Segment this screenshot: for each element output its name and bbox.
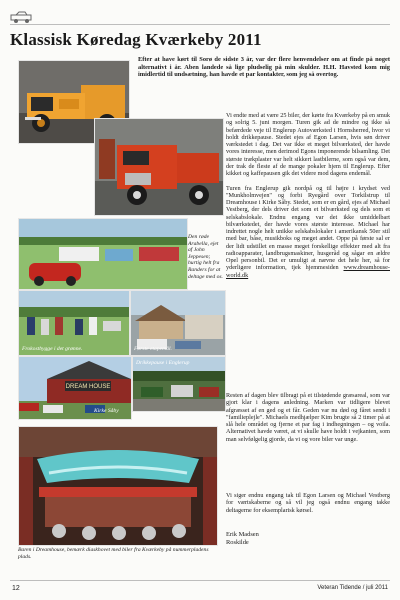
article-column-2: Resten af dagen blev tilbragt på et tilstødende græsareal, som var gjort klar i dagens anledning. Marken var tidligere blevet afgræsset af en ged og et får. Geden var nu død og fåret sendt i "familieplejle". Michaels medhjælper Kim brugte så 2 timer på at slå hele området og fjerne et par fag i indhegningen – og voila. Alternativet havde været, at vi skulle have holdt i vejkanten, som man selvfølgelig gjorde, da vi og vore biler var unge. <box>226 392 390 443</box>
lawn-cars-image <box>19 219 187 289</box>
vintage-car-logo-icon <box>10 10 34 24</box>
publication-name: Veteran Tidende / juli 2011 <box>317 585 388 591</box>
article-title: Klassisk Køredag Kværkeby 2011 <box>10 30 262 49</box>
article-intro: Efter at have kørt til Sorø de sidste 3 år, var der flere henvendelser om at finde på noget alternativt i år. Aben landede så lige pludselig på min skulder. H.H. Havsted kom mig imidlertid til undsætning, han havde et par kontakter, som jeg så overtog. <box>138 56 390 79</box>
caption-frokost: Frokostbygge i det grønne. <box>22 346 83 352</box>
author-place: Roskilde <box>226 539 249 546</box>
dreamhouse-sign: DREAM HOUSE <box>65 384 111 390</box>
caption-kirke-saby: Kirke Såby <box>94 408 119 414</box>
header-rule <box>10 24 390 25</box>
article-column-1 <box>226 112 390 340</box>
photo-red-arabella <box>18 218 188 290</box>
photo-red-truck <box>94 118 224 216</box>
dreamhouse-link[interactable]: www.dreamhouse-world.dk <box>226 264 390 279</box>
article-column-1-text: Vi endte med at være 25 biler, der kørte fra Kværkeby på en smuk og solrig 5. juni morgen. Turen gik ad de mindre og ikke så befærdede veje til Englerup Autoværksted i Hornsherred, hvor vi holdt drikkepause. Stedet ejes af Egon Larsen, hvis søn driver værkstedet i dag. Det var ikke et meget bilværksted, der havde vores interesse, men derimod Egons imponerende bilsamling. Det største trækplaster var helt sikkert lastbilerne, som også var dem, der trak de fleste af de mange pokaler hjem til Englerup. Efter kikket og kaffepausen gik det videre mod dagens endemål. Turen fra Englerup gik nordpå og til højre i krydset ved "Munkholmvejen" og forbi Ryegård over Torkilstrup til Dreamhouse i Kirke Såby. Stedet, som er en gård, ejes af Michael Vestberg, der dels driver det som et bilværksted og dels som et selskabslokale. Endnu engang var det ikke umiddelbart bilværkstedet, der havde vores største interesse. Michael har indrettet nogle helt unikke selskabslokaler i amerikansk 50er stil med bar, båse, musikboks og meget andet. Oppe på første sal er der lidt udstillet en masse meget forskellige effekter med alt fra radioapparater, landbrugsmaskiner, husgeråd og sågar en ældre Opel personbil. Det er umuligt at nævne det hele her, så for yderligere information, tjek hjemmesiden <box>226 112 390 272</box>
article-column-3: Vi siger endnu engang tak til Egon Larsen og Michael Vestberg for værtskaberne og så vil jeg også endnu engang takke deltagerne for eksemplarisk kørsel. <box>226 492 390 514</box>
caption-arabella: Den røde Arabella, ejet af John Jeppesen; hurtig helt fra Randers for at deltage med os. <box>188 234 223 280</box>
red-truck-image <box>95 119 223 215</box>
bar-interior-image <box>19 427 217 545</box>
caption-drikkepause: Drikkepause i Englerup <box>136 360 190 366</box>
author-name: Erik Madsen <box>226 531 259 538</box>
caption-baren: Baren i Dreamhouse, bemærk diaskhovet med biler fra Kværkeby på nummerpladens plads. <box>18 547 209 560</box>
footer-rule <box>10 580 390 581</box>
signature <box>226 531 390 547</box>
photo-bar-interior <box>18 426 218 546</box>
caption-etape: Første etapemål. <box>134 346 172 352</box>
page-number: 12 <box>12 585 20 592</box>
